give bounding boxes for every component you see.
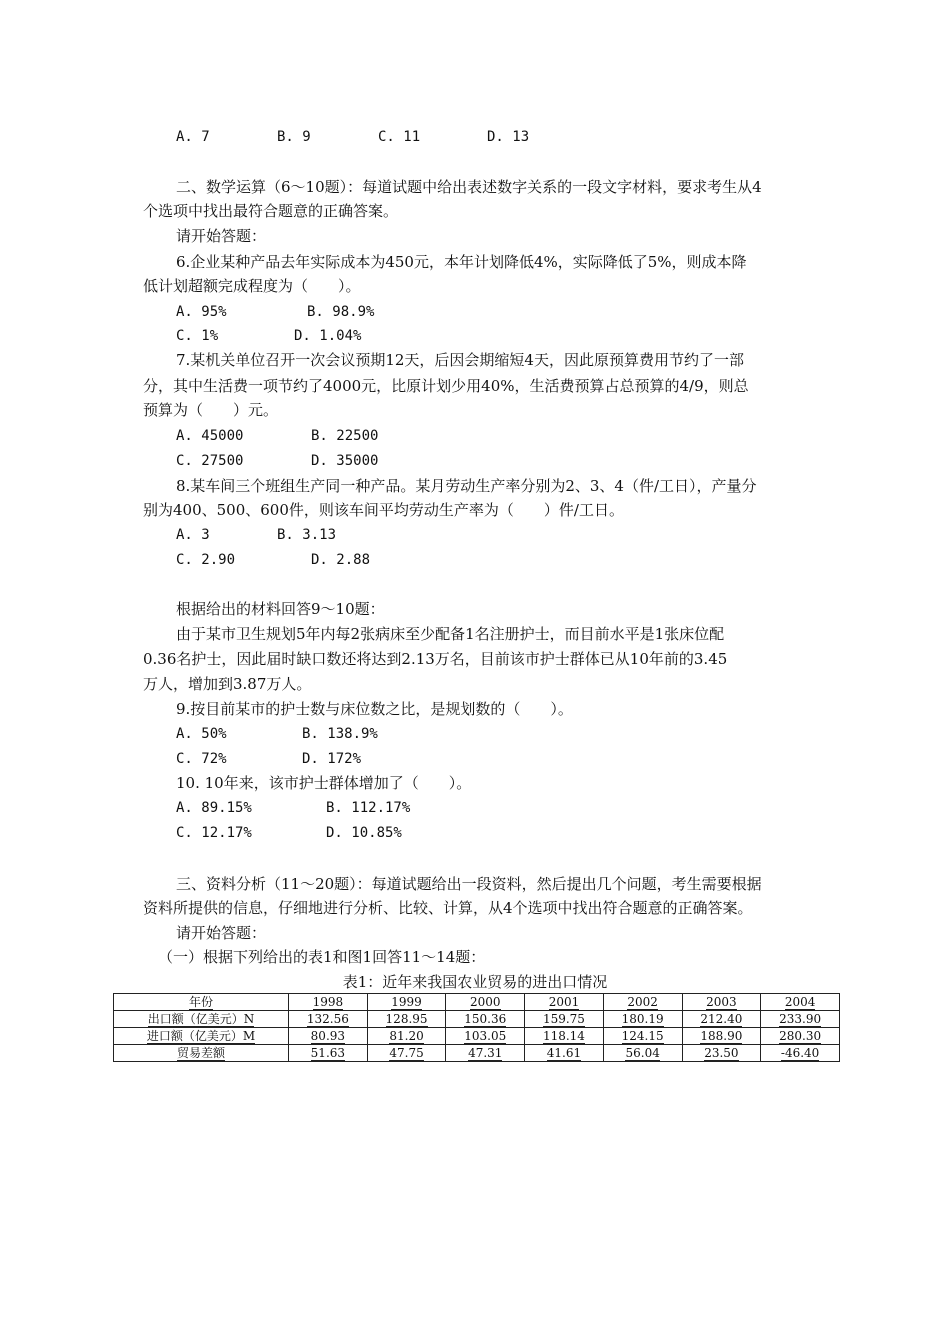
table-cell: 51.63 (289, 1045, 368, 1062)
material-line2: 0.36名护士，因此届时缺口数还将达到2.13万名，目前该市护士群体已从10年前的3.45 (143, 650, 728, 668)
table-cell: 132.56 (289, 1011, 368, 1028)
section2-intro-line2: 个选项中找出最符合题意的正确答案。 (143, 202, 399, 220)
section3-start: 请开始答题： (176, 924, 267, 942)
q6-option-b: B. 98.9% (307, 304, 375, 320)
q9-option-b: B. 138.9% (302, 726, 378, 742)
q9-option-a: A. 50% (176, 726, 227, 742)
q7-option-c: C. 27500 (176, 453, 244, 469)
table-row (114, 1011, 840, 1028)
table-header-cell: 2004 (761, 994, 840, 1011)
q10-option-a: A. 89.15% (176, 800, 252, 816)
section3-intro-line2: 资料所提供的信息，仔细地进行分析、比较、计算，从4个选项中找出符合题意的正确答案。 (143, 899, 753, 917)
table-cell: 103.05 (446, 1028, 525, 1045)
table-header-cell: 2000 (446, 994, 525, 1011)
q10-option-d: D. 10.85% (326, 825, 402, 841)
q8-text-line1: 8.某车间三个班组生产同一种产品。某月劳动生产率分别为2、3、4（件/工日），产量分 (176, 477, 757, 495)
table-cell: 56.04 (603, 1045, 682, 1062)
table-cell: 180.19 (603, 1011, 682, 1028)
table-cell: 出口额（亿美元）N (114, 1011, 289, 1028)
q10-option-b: B. 112.17% (326, 800, 411, 816)
material-line3: 万人，增加到3.87万人。 (143, 675, 312, 693)
section3-subheading: （一）根据下列给出的表1和图1回答11～14题： (158, 948, 486, 966)
table-header-row (114, 994, 840, 1011)
material-line1: 由于某市卫生规划5年内每2张病床至少配备1名注册护士，而目前水平是1张床位配 (176, 625, 725, 643)
q7-option-b: B. 22500 (311, 428, 379, 444)
table-row (114, 1028, 840, 1045)
q8-option-b: B. 3.13 (277, 527, 337, 543)
q8-option-a: A. 3 (176, 527, 210, 543)
table-cell: 159.75 (525, 1011, 604, 1028)
table-cell: 124.15 (603, 1028, 682, 1045)
table1 (113, 993, 840, 1062)
section2-start: 请开始答题： (176, 227, 267, 245)
table-cell: 280.30 (761, 1028, 840, 1045)
q7-text-line1: 7.某机关单位召开一次会议预期12天，后因会期缩短4天，因此原预算费用节约了一部 (176, 351, 744, 369)
q5-option-b: B. 9 (277, 129, 311, 145)
table-header-cell: 1998 (289, 994, 368, 1011)
table-header-cell: 年份 (114, 994, 289, 1011)
material-intro: 根据给出的材料回答9～10题： (176, 600, 385, 618)
q6-option-a: A. 95% (176, 304, 227, 320)
q8-text-line2: 别为400、500、600件，则该车间平均劳动生产率为（ ）件/工日。 (143, 501, 624, 519)
q9-option-d: D. 172% (302, 751, 362, 767)
q10-text: 10. 10年来，该市护士群体增加了（ ）。 (176, 774, 472, 792)
q6-option-d: D. 1.04% (294, 328, 362, 344)
table-cell: 23.50 (682, 1045, 761, 1062)
table-cell: 贸易差额 (114, 1045, 289, 1062)
table-cell: 233.90 (761, 1011, 840, 1028)
table-cell: 47.75 (367, 1045, 446, 1062)
q7-option-d: D. 35000 (311, 453, 379, 469)
table-cell: 212.40 (682, 1011, 761, 1028)
table-cell: -46.40 (761, 1045, 840, 1062)
table-header-cell: 2002 (603, 994, 682, 1011)
q5-option-d: D. 13 (487, 129, 530, 145)
table-cell: 41.61 (525, 1045, 604, 1062)
q6-option-c: C. 1% (176, 328, 219, 344)
q7-text-line2: 分，其中生活费一项节约了4000元，比原计划少用40%，生活费预算占总预算的4/9，则总 (143, 377, 749, 395)
q7-option-a: A. 45000 (176, 428, 244, 444)
table-cell: 128.95 (367, 1011, 446, 1028)
table-cell: 81.20 (367, 1028, 446, 1045)
q6-text-line2: 低计划超额完成程度为（ ）。 (143, 277, 361, 295)
table-row (114, 1045, 840, 1062)
table1-caption: 表1：近年来我国农业贸易的进出口情况 (342, 973, 608, 991)
q5-option-c: C. 11 (378, 129, 421, 145)
q10-option-c: C. 12.17% (176, 825, 252, 841)
table-cell: 47.31 (446, 1045, 525, 1062)
table-cell: 150.36 (446, 1011, 525, 1028)
section3-intro-line1: 三、资料分析（11～20题）：每道试题给出一段资料，然后提出几个问题，考生需要根据 (176, 875, 762, 893)
table-header-cell: 1999 (367, 994, 446, 1011)
section2-intro-line1: 二、数学运算（6～10题）：每道试题中给出表述数字关系的一段文字材料，要求考生从4 (176, 178, 762, 196)
q9-option-c: C. 72% (176, 751, 227, 767)
q8-option-d: D. 2.88 (311, 552, 371, 568)
table-cell: 118.14 (525, 1028, 604, 1045)
q9-text: 9.按目前某市的护士数与床位数之比，是规划数的（ ）。 (176, 700, 573, 718)
table-header-cell: 2003 (682, 994, 761, 1011)
table-header-cell: 2001 (525, 994, 604, 1011)
table-cell: 188.90 (682, 1028, 761, 1045)
q5-option-a: A. 7 (176, 129, 210, 145)
q6-text-line1: 6.企业某种产品去年实际成本为450元，本年计划降低4%，实际降低了5%，则成本降 (176, 253, 747, 271)
table-cell: 进口额（亿美元）M (114, 1028, 289, 1045)
table-cell: 80.93 (289, 1028, 368, 1045)
q8-option-c: C. 2.90 (176, 552, 236, 568)
q7-text-line3: 预算为（ ）元。 (143, 401, 279, 419)
